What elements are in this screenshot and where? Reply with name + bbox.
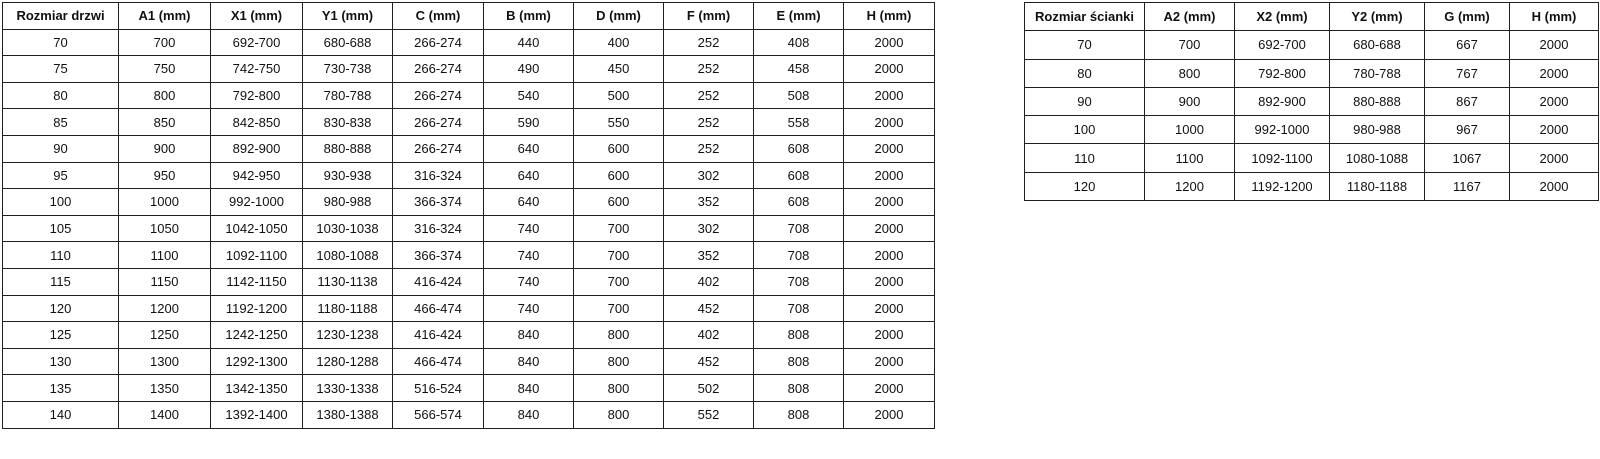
table-cell: 600	[574, 162, 664, 189]
table-row	[3, 29, 935, 56]
column-header: H (mm)	[1510, 3, 1599, 31]
table-cell: 808	[754, 401, 844, 428]
table-cell: 252	[664, 29, 754, 56]
table-cell: 508	[754, 82, 844, 109]
table-cell: 1200	[119, 295, 211, 322]
table-cell: 400	[574, 29, 664, 56]
table-cell: 95	[3, 162, 119, 189]
table-cell: 942-950	[211, 162, 303, 189]
table-cell: 266-274	[393, 135, 484, 162]
table-cell: 100	[3, 189, 119, 216]
table-cell: 302	[664, 162, 754, 189]
table-cell: 850	[119, 109, 211, 136]
table-cell: 75	[3, 56, 119, 83]
table-cell: 740	[484, 215, 574, 242]
table-row	[1025, 31, 1599, 59]
table-cell: 1242-1250	[211, 322, 303, 349]
table-cell: 100	[1025, 116, 1145, 144]
table-cell: 2000	[1510, 59, 1599, 87]
table-cell: 2000	[1510, 31, 1599, 59]
table-cell: 1000	[119, 189, 211, 216]
table-cell: 2000	[844, 322, 935, 349]
table-cell: 700	[574, 295, 664, 322]
table-cell: 502	[664, 375, 754, 402]
column-header: X1 (mm)	[211, 3, 303, 30]
table-cell: 842-850	[211, 109, 303, 136]
table-cell: 266-274	[393, 29, 484, 56]
table-cell: 608	[754, 162, 844, 189]
table-cell: 808	[754, 348, 844, 375]
table-cell: 1150	[119, 268, 211, 295]
column-header: Y1 (mm)	[303, 3, 393, 30]
table-cell: 2000	[844, 215, 935, 242]
table-cell: 1300	[119, 348, 211, 375]
table-cell: 1000	[1145, 116, 1235, 144]
table-cell: 840	[484, 348, 574, 375]
table-cell: 950	[119, 162, 211, 189]
table-cell: 115	[3, 268, 119, 295]
table-row	[3, 56, 935, 83]
table-cell: 266-274	[393, 109, 484, 136]
table-cell: 402	[664, 322, 754, 349]
table-cell: 867	[1425, 87, 1510, 115]
table-cell: 416-424	[393, 322, 484, 349]
table-cell: 880-888	[1330, 87, 1425, 115]
table-cell: 1350	[119, 375, 211, 402]
table-cell: 900	[1145, 87, 1235, 115]
table-cell: 402	[664, 268, 754, 295]
table-cell: 800	[574, 322, 664, 349]
table-cell: 780-788	[1330, 59, 1425, 87]
table-cell: 930-938	[303, 162, 393, 189]
table-row	[3, 135, 935, 162]
table-cell: 1392-1400	[211, 401, 303, 428]
table-cell: 1030-1038	[303, 215, 393, 242]
table-row	[1025, 87, 1599, 115]
table-cell: 1067	[1425, 144, 1510, 172]
table-cell: 2000	[844, 162, 935, 189]
table-cell: 266-274	[393, 82, 484, 109]
table-cell: 452	[664, 348, 754, 375]
table-cell: 2000	[844, 348, 935, 375]
column-header: Rozmiar drzwi	[3, 3, 119, 30]
table-cell: 366-374	[393, 189, 484, 216]
table-cell: 740	[484, 242, 574, 269]
table-cell: 1142-1150	[211, 268, 303, 295]
table-cell: 1092-1100	[211, 242, 303, 269]
column-header: H (mm)	[844, 3, 935, 30]
table-cell: 742-750	[211, 56, 303, 83]
table-cell: 1280-1288	[303, 348, 393, 375]
table-row	[3, 295, 935, 322]
table-cell: 792-800	[211, 82, 303, 109]
table-cell: 352	[664, 242, 754, 269]
table-cell: 1100	[1145, 144, 1235, 172]
table-cell: 130	[3, 348, 119, 375]
table-cell: 1250	[119, 322, 211, 349]
table-cell: 90	[3, 135, 119, 162]
table-cell: 2000	[844, 109, 935, 136]
table-row	[3, 82, 935, 109]
table-cell: 90	[1025, 87, 1145, 115]
table-cell: 680-688	[1330, 31, 1425, 59]
table-row	[1025, 144, 1599, 172]
table-cell: 466-474	[393, 295, 484, 322]
table-cell: 566-574	[393, 401, 484, 428]
table-cell: 840	[484, 322, 574, 349]
column-header: B (mm)	[484, 3, 574, 30]
table-cell: 1092-1100	[1235, 144, 1330, 172]
table-cell: 900	[119, 135, 211, 162]
column-header: Y2 (mm)	[1330, 3, 1425, 31]
table-cell: 608	[754, 135, 844, 162]
table-cell: 2000	[844, 375, 935, 402]
table-cell: 1342-1350	[211, 375, 303, 402]
table-cell: 740	[484, 295, 574, 322]
table-cell: 2000	[844, 82, 935, 109]
column-header: G (mm)	[1425, 3, 1510, 31]
wall-table-header-row	[1025, 3, 1599, 31]
table-cell: 252	[664, 109, 754, 136]
column-header: C (mm)	[393, 3, 484, 30]
table-cell: 125	[3, 322, 119, 349]
table-cell: 252	[664, 82, 754, 109]
table-cell: 2000	[844, 242, 935, 269]
table-cell: 2000	[1510, 87, 1599, 115]
column-header: E (mm)	[754, 3, 844, 30]
table-cell: 552	[664, 401, 754, 428]
table-cell: 992-1000	[1235, 116, 1330, 144]
table-row	[3, 242, 935, 269]
table-cell: 120	[3, 295, 119, 322]
column-header: F (mm)	[664, 3, 754, 30]
table-cell: 700	[574, 242, 664, 269]
table-row	[3, 401, 935, 428]
door-table-header-row	[3, 3, 935, 30]
table-cell: 1330-1338	[303, 375, 393, 402]
table-cell: 840	[484, 375, 574, 402]
table-cell: 516-524	[393, 375, 484, 402]
table-cell: 550	[574, 109, 664, 136]
table-cell: 1292-1300	[211, 348, 303, 375]
table-cell: 450	[574, 56, 664, 83]
table-cell: 120	[1025, 172, 1145, 200]
table-row	[3, 322, 935, 349]
table-cell: 110	[1025, 144, 1145, 172]
table-cell: 540	[484, 82, 574, 109]
table-cell: 440	[484, 29, 574, 56]
column-header: X2 (mm)	[1235, 3, 1330, 31]
table-cell: 708	[754, 242, 844, 269]
table-cell: 80	[1025, 59, 1145, 87]
wall-size-table	[1024, 2, 1599, 201]
table-cell: 700	[574, 268, 664, 295]
table-cell: 1042-1050	[211, 215, 303, 242]
table-cell: 808	[754, 322, 844, 349]
table-row	[3, 189, 935, 216]
column-header: D (mm)	[574, 3, 664, 30]
table-cell: 600	[574, 189, 664, 216]
table-cell: 252	[664, 135, 754, 162]
table-cell: 252	[664, 56, 754, 83]
table-cell: 1192-1200	[1235, 172, 1330, 200]
table-cell: 490	[484, 56, 574, 83]
table-cell: 590	[484, 109, 574, 136]
table-cell: 800	[574, 375, 664, 402]
table-cell: 302	[664, 215, 754, 242]
table-cell: 600	[574, 135, 664, 162]
table-cell: 408	[754, 29, 844, 56]
table-cell: 2000	[844, 56, 935, 83]
table-cell: 85	[3, 109, 119, 136]
column-header: A1 (mm)	[119, 3, 211, 30]
table-cell: 840	[484, 401, 574, 428]
table-cell: 416-424	[393, 268, 484, 295]
table-cell: 750	[119, 56, 211, 83]
table-cell: 800	[574, 348, 664, 375]
table-row	[1025, 59, 1599, 87]
table-cell: 558	[754, 109, 844, 136]
table-cell: 1130-1138	[303, 268, 393, 295]
table-cell: 70	[3, 29, 119, 56]
table-cell: 700	[1145, 31, 1235, 59]
table-cell: 2000	[844, 189, 935, 216]
table-cell: 1380-1388	[303, 401, 393, 428]
table-cell: 1192-1200	[211, 295, 303, 322]
table-cell: 700	[119, 29, 211, 56]
table-cell: 2000	[844, 401, 935, 428]
table-cell: 352	[664, 189, 754, 216]
table-row	[1025, 116, 1599, 144]
table-cell: 70	[1025, 31, 1145, 59]
table-row	[3, 162, 935, 189]
table-row	[3, 215, 935, 242]
table-cell: 892-900	[211, 135, 303, 162]
table-cell: 1050	[119, 215, 211, 242]
table-cell: 800	[119, 82, 211, 109]
table-cell: 967	[1425, 116, 1510, 144]
table-cell: 110	[3, 242, 119, 269]
table-cell: 1400	[119, 401, 211, 428]
table-cell: 808	[754, 375, 844, 402]
column-header: Rozmiar ścianki	[1025, 3, 1145, 31]
table-cell: 1080-1088	[303, 242, 393, 269]
table-cell: 1100	[119, 242, 211, 269]
table-cell: 316-324	[393, 162, 484, 189]
door-size-table	[2, 2, 935, 429]
table-cell: 2000	[1510, 116, 1599, 144]
table-cell: 1230-1238	[303, 322, 393, 349]
table-cell: 980-988	[1330, 116, 1425, 144]
table-cell: 692-700	[1235, 31, 1330, 59]
table-cell: 640	[484, 189, 574, 216]
table-cell: 316-324	[393, 215, 484, 242]
table-cell: 2000	[844, 135, 935, 162]
table-cell: 366-374	[393, 242, 484, 269]
table-cell: 1167	[1425, 172, 1510, 200]
table-cell: 708	[754, 215, 844, 242]
table-cell: 730-738	[303, 56, 393, 83]
table-cell: 2000	[844, 295, 935, 322]
table-cell: 500	[574, 82, 664, 109]
table-cell: 830-838	[303, 109, 393, 136]
wall-table-body	[1025, 31, 1599, 201]
door-table-body	[3, 29, 935, 428]
table-cell: 80	[3, 82, 119, 109]
table-cell: 140	[3, 401, 119, 428]
table-cell: 2000	[1510, 172, 1599, 200]
table-cell: 667	[1425, 31, 1510, 59]
table-cell: 105	[3, 215, 119, 242]
table-cell: 2000	[1510, 144, 1599, 172]
table-cell: 800	[574, 401, 664, 428]
table-cell: 708	[754, 295, 844, 322]
table-cell: 1200	[1145, 172, 1235, 200]
table-cell: 692-700	[211, 29, 303, 56]
table-row	[3, 268, 935, 295]
table-cell: 266-274	[393, 56, 484, 83]
table-cell: 1180-1188	[1330, 172, 1425, 200]
table-cell: 767	[1425, 59, 1510, 87]
table-cell: 740	[484, 268, 574, 295]
table-cell: 2000	[844, 268, 935, 295]
table-cell: 700	[574, 215, 664, 242]
table-row	[1025, 172, 1599, 200]
table-row	[3, 375, 935, 402]
table-cell: 452	[664, 295, 754, 322]
table-cell: 980-988	[303, 189, 393, 216]
table-cell: 458	[754, 56, 844, 83]
table-cell: 2000	[844, 29, 935, 56]
table-cell: 880-888	[303, 135, 393, 162]
table-cell: 792-800	[1235, 59, 1330, 87]
table-cell: 892-900	[1235, 87, 1330, 115]
table-cell: 1180-1188	[303, 295, 393, 322]
table-cell: 680-688	[303, 29, 393, 56]
table-cell: 640	[484, 135, 574, 162]
table-cell: 1080-1088	[1330, 144, 1425, 172]
table-cell: 992-1000	[211, 189, 303, 216]
table-row	[3, 348, 935, 375]
table-cell: 135	[3, 375, 119, 402]
table-cell: 780-788	[303, 82, 393, 109]
table-cell: 640	[484, 162, 574, 189]
table-cell: 800	[1145, 59, 1235, 87]
column-header: A2 (mm)	[1145, 3, 1235, 31]
table-cell: 466-474	[393, 348, 484, 375]
table-cell: 608	[754, 189, 844, 216]
table-cell: 708	[754, 268, 844, 295]
table-row	[3, 109, 935, 136]
